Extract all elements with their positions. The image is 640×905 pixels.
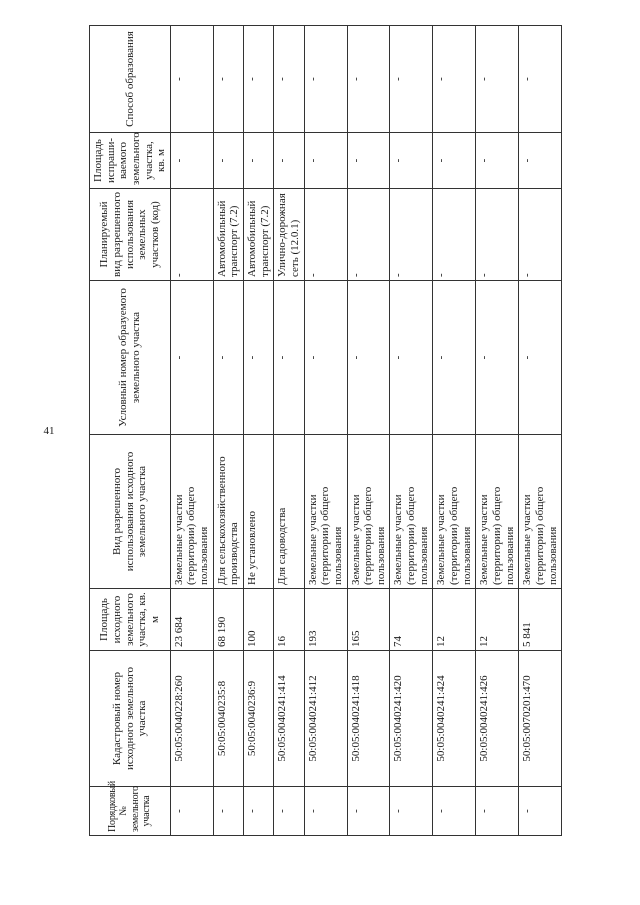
column-header: Порядковый № земельного участка (90, 787, 171, 836)
table-row (476, 26, 519, 836)
requested-area-cell: - (347, 133, 390, 189)
conditional-number-cell: - (170, 281, 213, 435)
plot-number-cell: - (519, 787, 562, 836)
source-permitted-use-cell: Земельные участки (территории) общего пользования (304, 435, 347, 589)
column-header: Площадь испраши- ваемого земельного участка, кв. м (90, 133, 171, 189)
planned-use-cell: - (433, 189, 476, 281)
column-header: Кадастровый номер исходного земельного участка (90, 651, 171, 787)
source-area-cell: 68 190 (213, 589, 243, 651)
table-row (433, 26, 476, 836)
plot-number-cell: - (213, 787, 243, 836)
formation-method-cell: - (304, 26, 347, 133)
conditional-number-cell: - (213, 281, 243, 435)
formation-method-cell: - (433, 26, 476, 133)
plot-number-cell: - (304, 787, 347, 836)
formation-method-cell: - (274, 26, 304, 133)
formation-method-cell: - (244, 26, 274, 133)
requested-area-cell: - (390, 133, 433, 189)
source-area-cell: 100 (244, 589, 274, 651)
table-row (274, 26, 304, 836)
planned-use-cell: - (170, 189, 213, 281)
table-row (170, 26, 213, 836)
source-permitted-use-cell: Земельные участки (территории) общего пользования (433, 435, 476, 589)
planned-use-cell: - (347, 189, 390, 281)
conditional-number-cell: - (433, 281, 476, 435)
conditional-number-cell: - (519, 281, 562, 435)
planned-use-cell: - (519, 189, 562, 281)
cadastral-number-cell: 50:05:0040228:260 (170, 651, 213, 787)
conditional-number-cell: - (244, 281, 274, 435)
table-row (213, 26, 243, 836)
cadastral-number-cell: 50:05:0040235:8 (213, 651, 243, 787)
formation-method-cell: - (170, 26, 213, 133)
column-header: Площадь исходного земельного участка, кв. м (90, 589, 171, 651)
plot-number-cell: - (244, 787, 274, 836)
requested-area-cell: - (519, 133, 562, 189)
table-header-row (90, 26, 171, 836)
planned-use-cell: Автомобильный транспорт (7.2) (213, 189, 243, 281)
source-area-cell: 5 841 (519, 589, 562, 651)
source-area-cell: 193 (304, 589, 347, 651)
conditional-number-cell: - (274, 281, 304, 435)
requested-area-cell: - (304, 133, 347, 189)
conditional-number-cell: - (390, 281, 433, 435)
plot-number-cell: - (433, 787, 476, 836)
source-area-cell: 74 (390, 589, 433, 651)
cadastral-number-cell: 50:05:0070201:470 (519, 651, 562, 787)
requested-area-cell: - (170, 133, 213, 189)
source-area-cell: 12 (433, 589, 476, 651)
requested-area-cell: - (476, 133, 519, 189)
rotated-table-container (89, 26, 559, 836)
source-area-cell: 12 (476, 589, 519, 651)
land-plots-table (89, 25, 562, 836)
source-permitted-use-cell: Для садоводства (274, 435, 304, 589)
table-row (304, 26, 347, 836)
column-header: Способ образования (90, 26, 171, 133)
formation-method-cell: - (213, 26, 243, 133)
planned-use-cell: Автомобильный транспорт (7.2) (244, 189, 274, 281)
formation-method-cell: - (390, 26, 433, 133)
source-permitted-use-cell: Земельные участки (территории) общего пользования (519, 435, 562, 589)
formation-method-cell: - (519, 26, 562, 133)
requested-area-cell: - (213, 133, 243, 189)
source-permitted-use-cell: Земельные участки (территории) общего пользования (390, 435, 433, 589)
source-area-cell: 23 684 (170, 589, 213, 651)
table-body (170, 26, 561, 836)
column-header: Планируемый вид разрешенного использования земельных участков (код) (90, 189, 171, 281)
source-permitted-use-cell: Земельные участки (территории) общего пользования (347, 435, 390, 589)
source-permitted-use-cell: Земельные участки (территории) общего пользования (476, 435, 519, 589)
source-area-cell: 16 (274, 589, 304, 651)
cadastral-number-cell: 50:05:0040241:424 (433, 651, 476, 787)
plot-number-cell: - (347, 787, 390, 836)
table-row (519, 26, 562, 836)
source-permitted-use-cell: Для сельскохозяйственного производства (213, 435, 243, 589)
cadastral-number-cell: 50:05:0040241:418 (347, 651, 390, 787)
page-number: 41 (43, 425, 55, 437)
table-row (390, 26, 433, 836)
land-plots-table-sheet (89, 26, 559, 836)
conditional-number-cell: - (347, 281, 390, 435)
cadastral-number-cell: 50:05:0040241:414 (274, 651, 304, 787)
table-row (347, 26, 390, 836)
requested-area-cell: - (433, 133, 476, 189)
table-row (244, 26, 274, 836)
source-permitted-use-cell: Земельные участки (территории) общего пользования (170, 435, 213, 589)
conditional-number-cell: - (304, 281, 347, 435)
cadastral-number-cell: 50:05:0040241:420 (390, 651, 433, 787)
requested-area-cell: - (244, 133, 274, 189)
conditional-number-cell: - (476, 281, 519, 435)
plot-number-cell: - (390, 787, 433, 836)
column-header: Вид разрешенного использования исходного земельного участка (90, 435, 171, 589)
source-area-cell: 165 (347, 589, 390, 651)
source-permitted-use-cell: Не установлено (244, 435, 274, 589)
formation-method-cell: - (347, 26, 390, 133)
cadastral-number-cell: 50:05:0040241:412 (304, 651, 347, 787)
requested-area-cell: - (274, 133, 304, 189)
planned-use-cell: Улично-дорожная сеть (12.0.1) (274, 189, 304, 281)
planned-use-cell: - (390, 189, 433, 281)
planned-use-cell: - (476, 189, 519, 281)
planned-use-cell: - (304, 189, 347, 281)
plot-number-cell: - (476, 787, 519, 836)
cadastral-number-cell: 50:05:0040236:9 (244, 651, 274, 787)
plot-number-cell: - (274, 787, 304, 836)
column-header: Условный номер образуемого земельного участка (90, 281, 171, 435)
plot-number-cell: - (170, 787, 213, 836)
cadastral-number-cell: 50:05:0040241:426 (476, 651, 519, 787)
formation-method-cell: - (476, 26, 519, 133)
